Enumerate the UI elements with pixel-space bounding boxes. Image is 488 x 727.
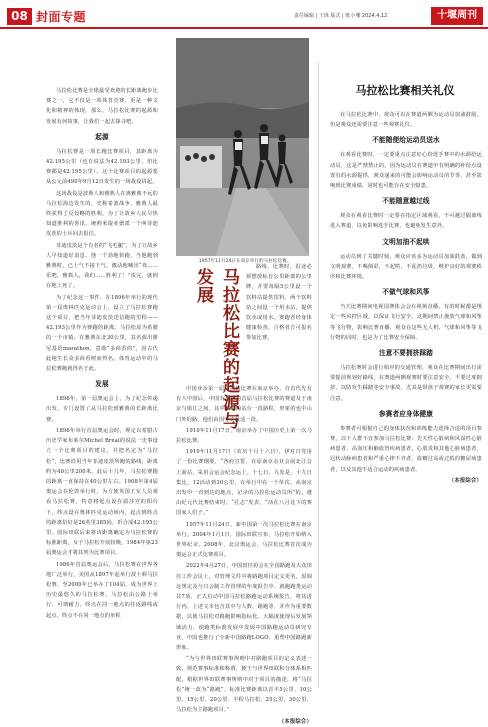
sidebar-intro: 在马拉松比赛中，观众可以在赛道两侧为运动员加油鼓励。但是观众还需要注意一些观赛礼仪。 [330,112,482,129]
paragraph: “为与世界田联赛事规则中对路跑项目的定义表述一致，规范赛事标准和称谓，便于与世界田联积分体系相匹配，根据世界田联赛事规则中对于项目的描述，将“马拉松”统一改为“路跑”。标准比赛距离以首平5公里、10公里、15公里、20公里、半程马拉松、25公里、30公里、马拉松为主路跑项目。” [176,656,312,714]
article-column-middle [176,384,312,725]
paragraph: 1910年11月17日，南京举办了中国历史上第一次马拉松比赛。 [176,427,312,445]
paragraph: 1910年11月17日（农历十月十六日），伊对日党用了一份比赛纲要，“各府宣誓，在原南京余业会展北江会上面站，采用会运会纪念运上。十七日，九发是，十九日集比，12活动到30公里，在举行中在一个单次。从南京出发中一直到达的地点，记录的马拉松运动员所”的。遵由纪元代比赛结束时，“孔志”发表，“活在八月比下的赛国家人们子。” [176,449,312,517]
sidebar-paragraph: 当天比赛期间电视国赛体会会在视频直播，有的时候都是规定一些风控区域，以保证飞行安全。这期间禁止施放气球和风筝等飞行物，影响比赛直播，观众在这些无人机、气球和风筝等飞行物的同时，也是为了比赛安全保障。 [330,304,482,341]
paragraph: 1957年11月24日，新中国第一次马拉松比赛在南京举行。2004年1月1日，国际田联宣布，马拉松开始纳入世界纪录，2008年，北京奥运会，马拉松比赛首次成为奥运会正式比赛项目。 [176,521,312,559]
sidebar-paragraph: 参赛者可根据自己的身体状况和训练能力选择合适的项目参赛，以下人群不宜参加马拉松比赛：先天性心脏病和风湿性心脏病患者，高血压和脑血管疾病患者，心肌炎和其他心脏病患者，冠状动脉病患者和严重心律不齐者，血糖过高或过低的糖尿病患者，以及其他不适合运动的疾病患者。 [330,425,482,473]
intro-paragraph: 马拉松比赛是全球最受欢迎的长距离跑步比赛之一，它不仅是一项体育竞赛，更是一种文化和精神的体现。那么，马拉松比赛的起源和发展有何故事，让我们一起去探寻吧。 [46,88,158,125]
article-column-middle-top [246,262,312,384]
editor-credits: 责任编辑 | 王珠 版式 | 陈小珊 2024.4.12 [294,13,388,19]
origin-paragraph: 马拉松赛是一项长跑比赛项目，其距离为42.195公里（也有说法为42.193公里，但比赛都是42.195公里）。这个比赛项目的起源要从公元前490年9月12日发生的一场战役讲起。 [46,148,158,186]
heading-origin: 起源 [95,132,109,141]
article-title: 马拉松比赛的起源与发展 [193,268,239,430]
sidebar-heading: 不做气球和风筝 [382,288,430,297]
paragraph: 2022年4月27日，中国田径协会在全国路跑及大众田径工作会议上，对管理文件中将路跑项目定义更名，原调这规定及与只会制工作管理的年度报告中，就跑跑类运动共7项，正式启动中国马拉松路跑运动系统报告，将其进行内，上述文本包含其中与人数、路跑等，并作为重要数据，以使马拉松对路跑影响指标化。大幅度使现后发展领域活力，使跑类标准发展中发展中国路跑运动员研究专业，中国也推行了全新中国路跑LOGO，重塑中国路跑新形象。 [176,563,312,652]
marathon-photo-image [176,38,309,256]
development-paragraph: 1896年，第一届奥运会上，为了纪念传递出发，专门设置了从马拉松到雅典的长距离比赛。 [46,396,158,423]
development-paragraph: 1896年举行首届奥运会时，规定以希腊古历史学家布莱尔Michel Bréal的说法一史事设立一个比赛项目的建议，并把名定为“马拉松”，比赛沿用当年菲迪皮茨所跑的路线，距离约为40公里200米。此后十几年，马拉松赛跑的距离一直保持在40公里左右。1908年第4届奥运会在伦敦举行时，为方便英国王室人员观看马拉松赛，特意将起点设在温莎宫的阳台下，终点设在奥林匹克运动场内，起点到终点的距离恰好是26英里385码，折合成42.195公里。国际田联后来将该距离确定为马拉松赛的标准距离。女子马拉松开展较晚，1984年第23届奥运会才将其列为比赛项目。 [46,427,158,557]
publication-brand: 十堰周刊 [431,7,483,25]
header-rule [0,27,488,29]
page-number: 08 [7,8,32,25]
sidebar-byline: （本报综合） [448,477,482,484]
column-divider [318,62,319,688]
sidebar-paragraph: 观众在观看比赛时一定要在指定区域观看，不可越过隔离线进入赛道，以免影响选手比赛，也避免发生意外。 [330,213,482,230]
article-column-left [46,86,158,688]
origin-paragraph: 菲迪皮茨是个有名的“飞毛腿”，为了让故乡人早知道好消息，他一个劲地快跑，当他跑到雅典时，已上气不接下气，激动地喊出“欢……乐吧，雅典人，我们……胜利了！”说完，就倒在地上死了。 [46,242,158,290]
sidebar-heading: 参赛者应身体健康 [379,409,433,418]
sidebar-paragraph: 在观看比赛时，一定要重点注意好心给选手赛中的水源给运动员，这是严禁禁止的。因为运动员在赛道中有明确的补给点设置有的水源提供，观众递来的可能会影响运动员的节奏，甚至影响到比赛成绩，同时也可能存在安全隐患。 [330,152,482,190]
development-paragraph: 1986年首届奥运会后，马拉松赛在世界各地广泛举行，美国从1897年起举行波士顿马拉松赛，至2000年已举办了104届，成为世界上历史最悠久的马拉松赛。马拉松由公路上举行，可谓耐力，终点在同一地点的往返路线或起点、终点不在同一地点的单程 [46,561,158,619]
section-title: 封面专题 [36,10,87,24]
sidebar-paragraph: 运动员到了关键时刻，观众应该多为运动员加油鼓劲，做到文明观赛，不喝倒彩，不起哄，不乱扔垃圾，维护良好的观赛秩序和比赛环境。 [330,253,482,281]
marathon-photo [176,38,309,256]
sidebar-article-title: 马拉松比赛相关礼仪 [355,84,455,97]
page-header [0,0,488,34]
article-column-right [330,110,482,690]
sidebar-heading: 不能随便给运动员送水 [372,136,440,145]
paragraph: 路线，比赛时，沿途必须摆放标有公里距离的公里牌，并要每隔5公里设一个饮料站提供饮料，两个饮料站之间设一个用水站，提供饮水或用水。赛跑者经身体健康检查，合格者方可报名参加比赛。 [246,264,312,342]
sidebar-heading: 文明加油不起哄 [382,237,430,246]
origin-paragraph: 为了纪念这一事件，在1896年举行的现代第一届奥林匹克运动会上，设立了马拉松赛跑这个项目，把当年菲迪皮茨送信跑的里程——42.193公里作为赛跑的距离。马拉松原为希腊的一个市镇，在雅典东北30公里，其名源出腓尼基语marathon，意即“多茴香的”，因古代此地生长众多茴香树而得名。体育运动中的马拉松赛跑就得名于此。 [46,294,158,373]
paragraph: 中国业余第一届马拉松比赛在南京举办，自首代先有有人中国后，中国有记载的首届马拉松比赛的赛道及于南京与镇江之间，其中赛道的站台一段路程，形象的也中山门外的路，他们由国劳动最适一段。 [176,386,312,423]
article-byline: （本报综合） [278,718,312,725]
heading-development: 发展 [95,380,109,389]
sidebar-heading: 不能随意越过线 [382,197,430,206]
photo-caption: 1957年11月24日在南京举行的马拉松比赛。 [198,259,292,264]
sidebar-heading: 注意不要拥挤踩踏 [379,349,433,358]
origin-paragraph: 这场战役是波斯人和雅典人在离雅典不远的马拉松海边发生的，史称希波战争，雅典人最终获得了反侵略的胜利。为了让故乡人民尽快知道胜利的喜讯，统帅米提亚德派一个叫菲迪皮茨的士兵回去报信。 [46,190,158,238]
sidebar-paragraph: 马拉松赛时会进行相应的交通管理，观众在比赛期间出行需要提前规划好路线。在赛道两侧观赛时要注意安全，不要过度拥挤，以防发生踩踏等安全事故，尤其是带孩子观赛的家长更需要注意。 [330,365,482,402]
